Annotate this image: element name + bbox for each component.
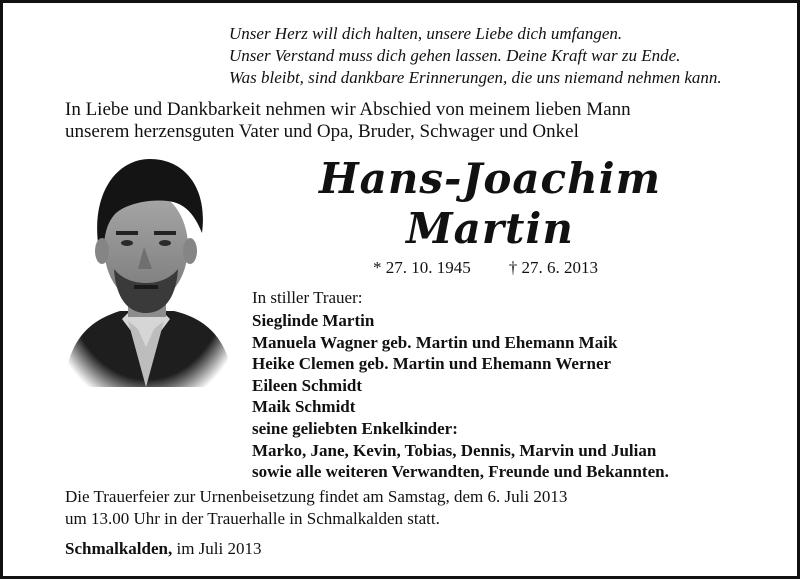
mourner-name: Sieglinde Martin: [252, 311, 375, 330]
mourner-name: Manuela Wagner geb. Martin und Ehemann Maik: [252, 332, 618, 352]
life-dates: [373, 257, 598, 279]
poem-line: Was bleibt, sind dankbare Erinnerungen, die uns niemand nehmen kann.: [229, 68, 722, 87]
ceremony-line: Die Trauerfeier zur Urnenbeisetzung findet am Samstag, dem 6. Juli 2013: [65, 487, 568, 506]
farewell-intro: [65, 99, 785, 143]
place-name: Schmalkalden,: [65, 539, 173, 558]
notice-date: im Juli 2013: [172, 539, 262, 558]
death-date: † 27. 6. 2013: [508, 258, 598, 277]
deceased-name: [255, 153, 725, 253]
deceased-last-name: Martin: [406, 204, 574, 253]
ceremony-notice: [65, 486, 567, 530]
mourner-name: Eileen Schmidt: [252, 375, 363, 395]
mourning-label: In stiller Trauer:: [252, 288, 363, 307]
birth-date: * 27. 10. 1945: [373, 258, 471, 277]
ceremony-line: um 13.00 Uhr in der Trauerhalle in Schmalkalden statt.: [65, 509, 440, 528]
mourner-name: sowie alle weiteren Verwandten, Freunde und Bekannten.: [252, 462, 669, 482]
mourners-list: [252, 310, 669, 483]
mourner-name: Maik Schmidt: [252, 397, 356, 417]
intro-line: In Liebe und Dankbarkeit nehmen wir Abschied von meinem lieben Mann: [65, 99, 631, 120]
mourner-name: seine geliebten Enkelkinder:: [252, 418, 458, 438]
deceased-first-name: Hans-Joachim: [318, 154, 662, 203]
place-and-date: [65, 538, 262, 560]
portrait-photo: [58, 151, 236, 387]
mourner-name: Heike Clemen geb. Martin und Ehemann Werner: [252, 354, 612, 374]
intro-line: unserem herzensguten Vater und Opa, Bruder, Schwager und Onkel: [65, 121, 579, 142]
poem-verse: [229, 23, 789, 89]
mourner-name: Marko, Jane, Kevin, Tobias, Dennis, Marvin und Julian: [252, 440, 657, 460]
poem-line: Unser Herz will dich halten, unsere Liebe dich umfangen.: [229, 24, 623, 43]
poem-line: Unser Verstand muss dich gehen lassen. Deine Kraft war zu Ende.: [229, 46, 681, 65]
